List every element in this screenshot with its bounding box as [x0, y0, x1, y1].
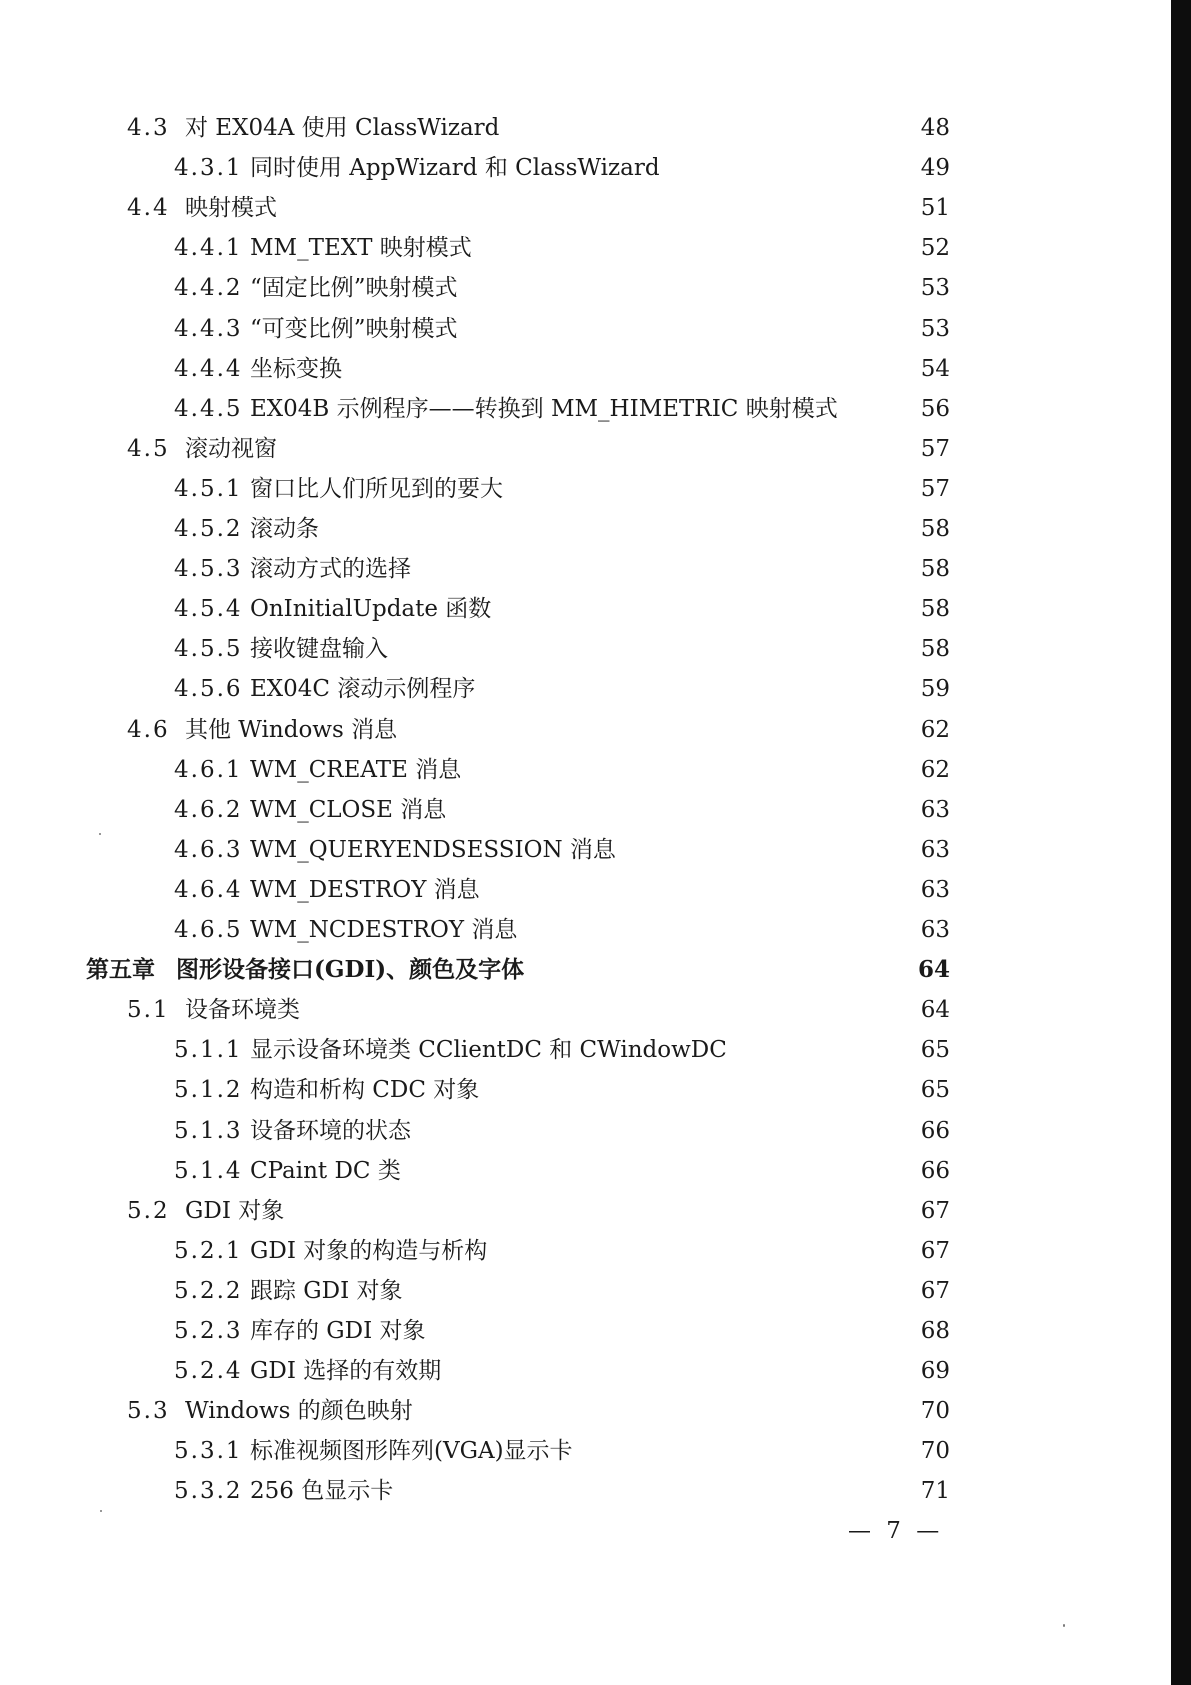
toc-leader-dots [283, 429, 913, 469]
toc-entry-title: “固定比例”映射模式 [250, 275, 458, 302]
toc-entry-number: 5.2 [127, 1197, 170, 1224]
toc-entry-title: EX04B 示例程序——转换到 MM_HIMETRIC 映射模式 [250, 395, 838, 422]
toc-leader-dots [733, 1030, 913, 1070]
toc-entry-number: 5.3.2 [174, 1478, 243, 1505]
toc-leader-dots [409, 1271, 913, 1311]
toc-entry-number: 4.4.4 [174, 355, 243, 382]
toc-entry-page: 58 [920, 636, 950, 663]
toc-entry [174, 148, 950, 188]
toc-entry-page: 52 [920, 235, 950, 262]
toc-leader-dots [399, 1471, 913, 1511]
toc-entry [174, 1471, 950, 1511]
toc-leader-dots [394, 629, 913, 669]
toc-entry [127, 990, 950, 1030]
toc-entry-page: 64 [917, 956, 950, 984]
toc-leader-dots [486, 870, 913, 910]
toc-entry-page: 51 [920, 195, 950, 222]
toc-entry [127, 1191, 950, 1231]
toc-entry-page: 65 [920, 1077, 950, 1104]
toc-leader-dots [419, 1391, 913, 1431]
toc-entry-number: 4.3 [127, 115, 170, 141]
toc-entry-page: 66 [920, 1117, 950, 1144]
toc-entry-page: 63 [920, 836, 950, 863]
toc-entry-number: 5.2.1 [174, 1237, 243, 1264]
toc-leader-dots [505, 108, 912, 148]
toc-leader-dots [403, 710, 913, 750]
toc-leader-dots [407, 1151, 913, 1191]
toc-entry [174, 469, 950, 509]
toc-entry-page: 53 [920, 315, 950, 342]
toc-entry [174, 1311, 950, 1351]
toc-entry-number: 4.5.6 [174, 676, 243, 703]
toc-entry [174, 629, 950, 669]
toc-entry [174, 1431, 950, 1471]
toc-entry-number: 5.1.3 [174, 1117, 243, 1144]
scan-speck [1063, 1624, 1065, 1627]
toc-entry-page: 69 [920, 1358, 950, 1385]
toc-entry-number: 4.4.5 [174, 395, 243, 422]
toc-entry-number: 4.5.5 [174, 636, 243, 663]
toc-entry-title: GDI 对象的构造与析构 [250, 1237, 488, 1264]
toc-entry-title: 设备环境的状态 [250, 1117, 411, 1144]
toc-entry-number: 4.5.4 [174, 596, 243, 623]
toc-entry-title: 图形设备接口(GDI)、颜色及字体 [176, 956, 525, 984]
toc-entry-title: 其他 Windows 消息 [185, 716, 398, 743]
toc-entry-page: 71 [920, 1478, 950, 1505]
toc-entry [127, 108, 950, 148]
toc-entry [174, 1151, 950, 1191]
toc-leader-dots [485, 1070, 912, 1110]
toc-leader-dots [283, 188, 913, 228]
toc-entry-title: WM_CREATE 消息 [250, 756, 462, 783]
toc-entry-page: 67 [920, 1277, 950, 1304]
toc-entry-title: 滚动条 [250, 516, 319, 542]
toc-entry-title: OnInitialUpdate 函数 [250, 596, 492, 623]
toc-entry-number: 4.5.1 [174, 475, 243, 502]
toc-entry-number: 4.5.3 [174, 556, 243, 583]
toc-leader-dots [530, 950, 910, 990]
toc-entry-title: GDI 对象 [185, 1197, 285, 1224]
scan-edge-shadow [1171, 0, 1191, 1685]
toc-entry-number: 4.6.4 [174, 876, 243, 903]
toc-entry-page: 67 [920, 1237, 950, 1264]
toc-leader-dots [523, 910, 912, 950]
toc-entry-title: 坐标变换 [250, 355, 342, 382]
toc-leader-dots [579, 1431, 913, 1471]
toc-entry-title: EX04C 滚动示例程序 [250, 676, 476, 703]
toc-entry-title: 滚动方式的选择 [250, 556, 411, 583]
toc-entry-number: 5.2.3 [174, 1318, 243, 1344]
toc-entry-page: 56 [920, 395, 950, 422]
toc-entry-page: 48 [920, 115, 950, 141]
toc-leader-dots [497, 589, 912, 629]
toc-entry-page: 62 [920, 756, 950, 783]
toc-leader-dots [452, 790, 912, 830]
toc-leader-dots [666, 148, 913, 188]
toc-entry-page: 70 [920, 1398, 950, 1425]
toc-leader-dots [509, 469, 913, 509]
toc-entry-page: 58 [920, 556, 950, 583]
toc-entry [127, 710, 950, 750]
toc-entry-title: WM_QUERYENDSESSION 消息 [250, 836, 616, 863]
toc-leader-dots [464, 268, 913, 308]
toc-entry-page: 57 [920, 475, 950, 502]
toc-entry-page: 67 [920, 1197, 950, 1224]
toc-entry [174, 750, 950, 790]
toc-entry [174, 669, 950, 709]
toc-entry-title: 窗口比人们所见到的要大 [250, 475, 503, 502]
toc-entry [174, 910, 950, 950]
toc-entry-number: 5.3.1 [174, 1438, 243, 1465]
toc-entry-number: 5.1.4 [174, 1157, 243, 1184]
toc-entry-title: 显示设备环境类 CClientDC 和 CWindowDC [250, 1037, 727, 1064]
toc-entry-number: 4.4.2 [174, 275, 243, 302]
toc-entry [86, 950, 950, 990]
toc-entry-page: 70 [920, 1438, 950, 1465]
toc-leader-dots [432, 1311, 913, 1351]
toc-entry-page: 53 [920, 275, 950, 302]
toc-leader-dots [844, 389, 913, 429]
toc-leader-dots [447, 1351, 913, 1391]
toc-entry-number: 5.3 [127, 1398, 170, 1425]
toc-leader-dots [481, 669, 912, 709]
toc-leader-dots [467, 750, 913, 790]
toc-entry [174, 349, 950, 389]
toc-entry-number: 4.3.1 [174, 155, 243, 182]
toc-entry [127, 1391, 950, 1431]
toc-leader-dots [348, 349, 913, 389]
toc-entry [174, 1271, 950, 1311]
toc-entry-title: 构造和析构 CDC 对象 [250, 1077, 480, 1104]
toc-leader-dots [622, 830, 913, 870]
toc-entry [174, 268, 950, 308]
toc-entry [174, 830, 950, 870]
toc-entry-number: 4.4.1 [174, 235, 243, 262]
toc-entry [174, 1111, 950, 1151]
toc-entry-title: WM_DESTROY 消息 [250, 876, 480, 903]
toc-leader-dots [290, 1191, 913, 1231]
toc-entry [174, 1030, 950, 1070]
toc-entry-page: 63 [920, 796, 950, 823]
toc-entry-page: 54 [920, 355, 950, 382]
toc-entry-page: 68 [920, 1318, 950, 1344]
toc-entry-title: 库存的 GDI 对象 [250, 1318, 426, 1344]
toc-entry-title: 256 色显示卡 [250, 1478, 394, 1505]
toc-entry-number: 4.6.3 [174, 836, 243, 863]
toc-entry-page: 63 [920, 917, 950, 943]
toc-entry [174, 870, 950, 910]
toc-leader-dots [478, 228, 913, 268]
toc-entry-page: 59 [920, 676, 950, 703]
toc-leader-dots [325, 509, 913, 549]
toc-entry-page: 62 [920, 716, 950, 743]
toc-entry-number: 4.5 [127, 435, 170, 462]
toc-entry-title: MM_TEXT 映射模式 [250, 235, 472, 262]
toc-entry-title: 接收键盘输入 [250, 636, 388, 663]
toc-entry-title: 滚动视窗 [185, 435, 277, 462]
toc-entry-number: 5.1 [127, 997, 170, 1024]
toc-entry-title: 对 EX04A 使用 ClassWizard [185, 115, 500, 141]
toc-entry-title: 设备环境类 [185, 997, 300, 1024]
toc-entry-page: 64 [920, 997, 950, 1024]
toc-entry-page: 66 [920, 1157, 950, 1184]
toc-entry [174, 589, 950, 629]
toc-entry-number: 4.6.5 [174, 917, 243, 943]
toc-entry-title: 标准视频图形阵列(VGA)显示卡 [250, 1438, 573, 1465]
toc-entry-title: “可变比例”映射模式 [250, 315, 458, 342]
toc-entry-number: 4.4 [127, 195, 170, 222]
toc-leader-dots [493, 1231, 913, 1271]
toc-entry-page: 57 [920, 435, 950, 462]
toc-entry-number: 4.5.2 [174, 516, 243, 542]
toc-entry-page: 58 [920, 596, 950, 623]
toc-entry [174, 549, 950, 589]
toc-entry [174, 1351, 950, 1391]
toc-entry [174, 790, 950, 830]
toc-entry-number: 5.2.2 [174, 1277, 243, 1304]
toc-entry-number: 5.1.2 [174, 1077, 243, 1104]
toc-entry-title: 映射模式 [185, 195, 277, 222]
toc-leader-dots [464, 309, 913, 349]
toc-entry-number: 4.4.3 [174, 315, 243, 342]
toc-entry-title: Windows 的颜色映射 [185, 1398, 413, 1425]
toc-entry-title: 跟踪 GDI 对象 [250, 1277, 403, 1304]
toc-entry-page: 58 [920, 516, 950, 542]
toc-entry [174, 1070, 950, 1110]
toc-entry-title: WM_CLOSE 消息 [250, 796, 447, 823]
toc-leader-dots [306, 990, 913, 1030]
toc-leader-dots [417, 549, 913, 589]
toc-entry-number: 5.1.1 [174, 1037, 243, 1064]
toc-entry-page: 49 [920, 155, 950, 182]
scan-speck [100, 1510, 102, 1512]
toc-entry [174, 389, 950, 429]
toc-entry [174, 1231, 950, 1271]
toc-entry-page: 65 [920, 1037, 950, 1064]
toc-entry [174, 309, 950, 349]
toc-entry [127, 188, 950, 228]
toc-entry-title: WM_NCDESTROY 消息 [250, 917, 518, 943]
toc-entry-title: CPaint DC 类 [250, 1157, 401, 1184]
scan-speck [99, 833, 101, 835]
toc-entry [174, 228, 950, 268]
toc-entry-number: 第五章 [86, 956, 155, 984]
page-number-footer: — 7 — [848, 1518, 944, 1544]
toc-leader-dots [417, 1111, 913, 1151]
toc-entry-title: 同时使用 AppWizard 和 ClassWizard [250, 155, 660, 182]
toc-entry-number: 4.6 [127, 716, 170, 743]
toc-entry-number: 4.6.1 [174, 756, 243, 783]
toc-entry-number: 5.2.4 [174, 1358, 243, 1385]
toc-entry-number: 4.6.2 [174, 796, 243, 823]
toc-entry-page: 63 [920, 876, 950, 903]
toc-entry-title: GDI 选择的有效期 [250, 1358, 442, 1385]
toc-entry [127, 429, 950, 469]
toc-entry [174, 509, 950, 549]
